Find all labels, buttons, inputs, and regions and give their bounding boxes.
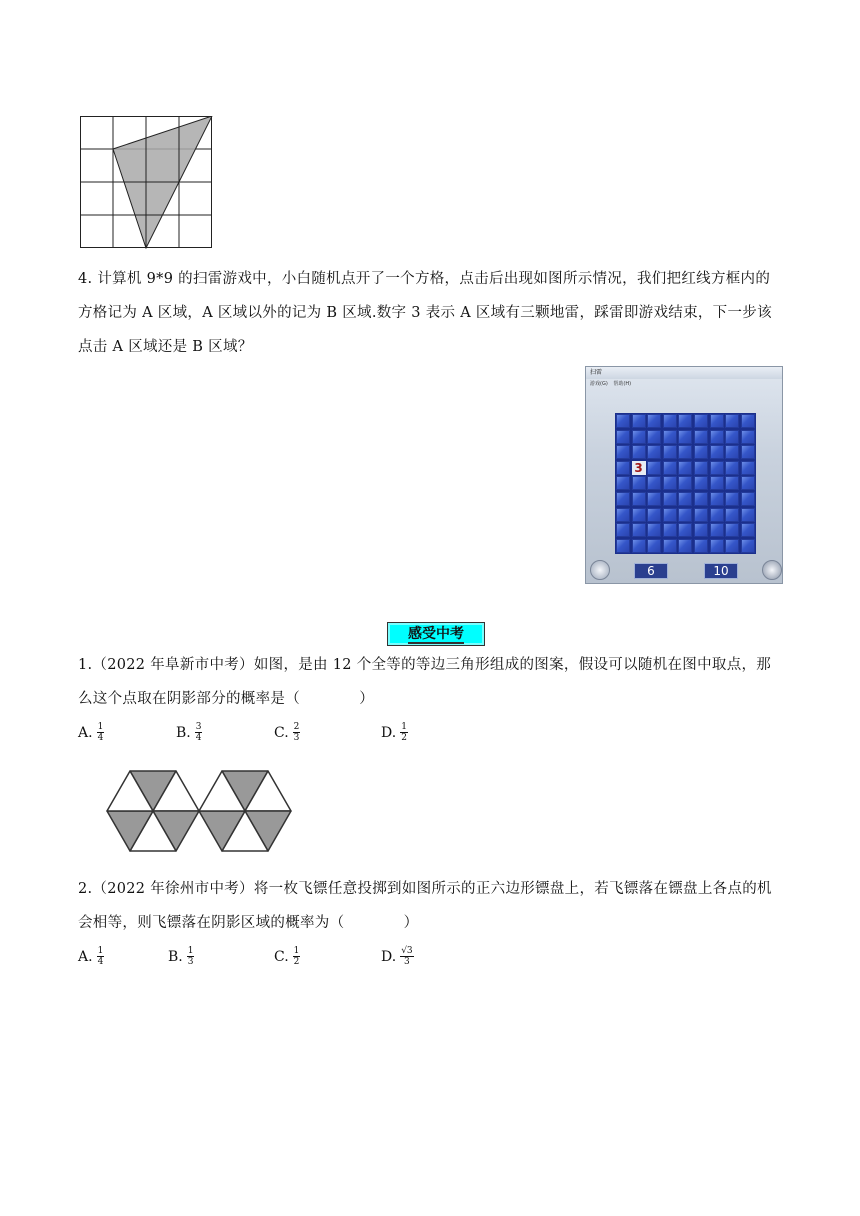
hexagon-triangles-figure — [104, 756, 296, 868]
minesweeper-cell[interactable] — [710, 430, 724, 444]
minesweeper-cell[interactable] — [632, 492, 646, 506]
minesweeper-cell[interactable] — [616, 461, 630, 475]
minesweeper-cell[interactable] — [710, 476, 724, 490]
minesweeper-cell[interactable] — [663, 508, 677, 522]
minesweeper-cell[interactable] — [616, 523, 630, 537]
minesweeper-cell[interactable] — [647, 461, 661, 475]
minesweeper-cell[interactable] — [647, 523, 661, 537]
minesweeper-cell[interactable] — [710, 523, 724, 537]
minesweeper-cell[interactable] — [741, 430, 755, 444]
clock-icon — [590, 560, 610, 580]
minesweeper-cell[interactable] — [632, 523, 646, 537]
minesweeper-cell[interactable] — [678, 492, 692, 506]
grid-triangle-figure — [80, 116, 214, 249]
minesweeper-cell[interactable] — [725, 445, 739, 459]
minesweeper-cell[interactable] — [647, 476, 661, 490]
minesweeper-cell[interactable] — [741, 523, 755, 537]
minesweeper-cell[interactable] — [694, 539, 708, 553]
minesweeper-cell[interactable] — [678, 539, 692, 553]
minesweeper-cell[interactable] — [725, 461, 739, 475]
minesweeper-cell[interactable] — [663, 414, 677, 428]
minesweeper-cell[interactable] — [725, 430, 739, 444]
minesweeper-cell[interactable] — [725, 414, 739, 428]
minesweeper-cell[interactable] — [694, 445, 708, 459]
q2-option-c[interactable]: C. $\frac{1}{2}$ — [274, 946, 300, 967]
minesweeper-cell[interactable] — [725, 539, 739, 553]
q1-option-d[interactable]: D. $\frac{1}{2}$ — [381, 722, 407, 743]
minesweeper-cell[interactable] — [663, 430, 677, 444]
minesweeper-cell[interactable] — [647, 492, 661, 506]
minesweeper-cell[interactable] — [710, 414, 724, 428]
minesweeper-cell[interactable] — [741, 476, 755, 490]
q2-option-b[interactable]: B. $\frac{1}{3}$ — [168, 946, 194, 967]
minesweeper-cell[interactable] — [694, 476, 708, 490]
minesweeper-cell[interactable] — [725, 508, 739, 522]
minesweeper-cell[interactable] — [725, 476, 739, 490]
minesweeper-cell[interactable] — [741, 539, 755, 553]
mines-counter: 10 — [704, 563, 738, 579]
minesweeper-cell[interactable] — [616, 414, 630, 428]
minesweeper-cell[interactable] — [678, 508, 692, 522]
revealed-cell: 3 — [632, 461, 646, 475]
minesweeper-cell[interactable] — [616, 430, 630, 444]
minesweeper-cell[interactable] — [678, 476, 692, 490]
minesweeper-cell[interactable] — [632, 445, 646, 459]
q2-text: 2.（2022 年徐州市中考）将一枚飞镖任意投掷到如图所示的正六边形镖盘上，若飞镖落在镖盘上各点的机会相等，则飞镖落在阴影区域的概率为（ ） — [78, 881, 772, 931]
minesweeper-grid[interactable] — [615, 413, 756, 554]
minesweeper-cell[interactable] — [694, 492, 708, 506]
q2-option-a[interactable]: A. $\frac{1}{4}$ — [78, 946, 104, 967]
minesweeper-cell[interactable] — [647, 445, 661, 459]
minesweeper-cell[interactable] — [663, 492, 677, 506]
minesweeper-cell[interactable] — [725, 492, 739, 506]
minesweeper-cell[interactable] — [678, 445, 692, 459]
minesweeper-cell[interactable] — [678, 430, 692, 444]
minesweeper-cell[interactable] — [725, 523, 739, 537]
minesweeper-cell[interactable] — [616, 445, 630, 459]
minesweeper-cell[interactable] — [694, 430, 708, 444]
minesweeper-cell[interactable] — [694, 523, 708, 537]
minesweeper-cell[interactable] — [632, 539, 646, 553]
minesweeper-cell[interactable] — [741, 492, 755, 506]
minesweeper-cell[interactable] — [678, 414, 692, 428]
q1-option-c[interactable]: C. $\frac{2}{3}$ — [274, 722, 300, 743]
minesweeper-cell[interactable] — [616, 492, 630, 506]
problem-4-text: 4. 计算机 9*9 的扫雷游戏中，小白随机点开了一个方格，点击后出现如图所示情况，我们把红线方框内的方格记为 A 区域，A 区域以外的记为 B 区域.数字 3 表示 A 区域有三颗地雷，踩雷即游戏结束，下一步该点击 A 区域还是 B 区域？ — [78, 271, 772, 355]
minesweeper-cell[interactable] — [647, 508, 661, 522]
minesweeper-cell[interactable] — [632, 476, 646, 490]
menu-game[interactable]: 游戏(G) — [590, 381, 608, 387]
minesweeper-cell[interactable] — [632, 414, 646, 428]
minesweeper-cell[interactable] — [694, 508, 708, 522]
minesweeper-cell[interactable] — [616, 539, 630, 553]
minesweeper-cell[interactable] — [616, 476, 630, 490]
minesweeper-cell[interactable] — [741, 508, 755, 522]
minesweeper-cell[interactable] — [663, 461, 677, 475]
minesweeper-cell[interactable] — [710, 508, 724, 522]
q1-text: 1.（2022 年阜新市中考）如图，是由 12 个全等的等边三角形组成的图案，假设可以随机在图中取点，那么这个点取在阴影部分的概率是（ ） — [78, 657, 772, 707]
minesweeper-cell[interactable] — [694, 414, 708, 428]
minesweeper-cell[interactable] — [710, 539, 724, 553]
minesweeper-cell[interactable] — [647, 430, 661, 444]
minesweeper-cell[interactable] — [741, 461, 755, 475]
minesweeper-cell[interactable] — [678, 461, 692, 475]
minesweeper-cell[interactable] — [616, 508, 630, 522]
minesweeper-cell[interactable] — [632, 430, 646, 444]
q1-option-a[interactable]: A. $\frac{1}{4}$ — [78, 722, 104, 743]
minesweeper-cell[interactable] — [694, 461, 708, 475]
minesweeper-cell[interactable] — [741, 445, 755, 459]
menu-help[interactable]: 帮助(H) — [613, 381, 632, 387]
minesweeper-cell[interactable] — [663, 523, 677, 537]
minesweeper-menubar — [590, 380, 631, 387]
minesweeper-cell[interactable] — [663, 445, 677, 459]
q1-option-b[interactable]: B. $\frac{3}{4}$ — [176, 722, 202, 743]
minesweeper-cell[interactable] — [663, 476, 677, 490]
mine-icon — [762, 560, 782, 580]
minesweeper-cell[interactable] — [741, 414, 755, 428]
minesweeper-cell[interactable] — [632, 508, 646, 522]
minesweeper-cell[interactable] — [678, 523, 692, 537]
minesweeper-cell[interactable] — [647, 539, 661, 553]
q2-option-d[interactable]: D. $\frac{√3}{3}$ — [381, 946, 413, 967]
minesweeper-cell[interactable] — [710, 492, 724, 506]
minesweeper-cell[interactable] — [710, 461, 724, 475]
section-title: 感受中考 — [387, 622, 485, 646]
timer-display: 6 — [634, 563, 668, 579]
minesweeper-window — [585, 366, 783, 584]
minesweeper-cell[interactable] — [663, 539, 677, 553]
minesweeper-title: 扫雷 — [590, 369, 603, 376]
minesweeper-cell[interactable] — [647, 414, 661, 428]
minesweeper-titlebar — [586, 367, 782, 379]
minesweeper-cell[interactable] — [710, 445, 724, 459]
